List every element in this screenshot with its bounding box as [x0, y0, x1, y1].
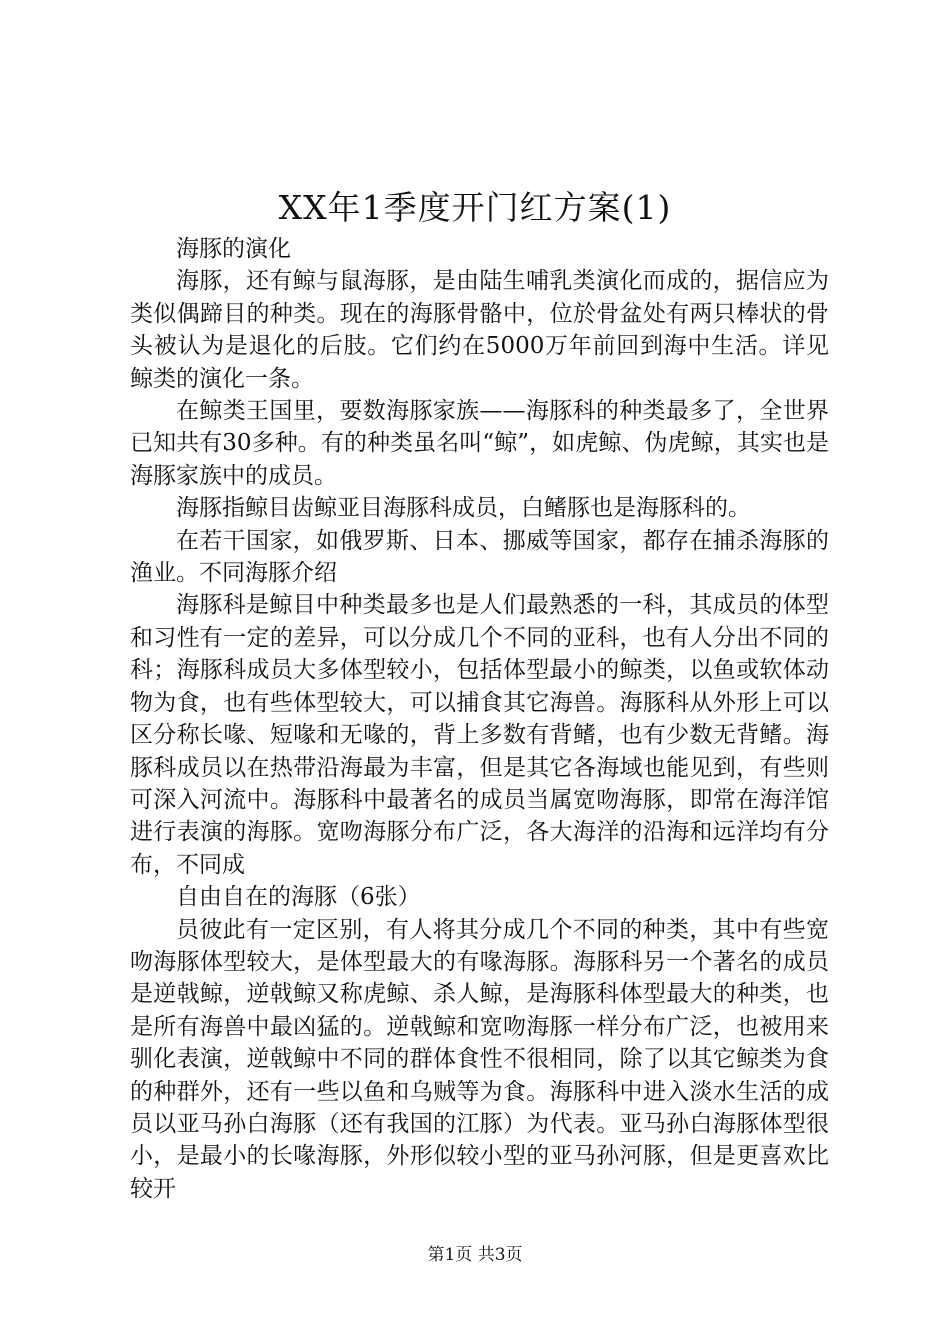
- document-title: XX年1季度开门红方案(1): [278, 188, 672, 227]
- paragraph: 在鲸类王国里，要数海豚家族——海豚科的种类最多了，全世界已知共有30多种。有的种类虽名叫“鲸”，如虎鲸、伪虎鲸，其实也是海豚家族中的成员。: [130, 398, 829, 489]
- paragraph: 在若干国家，如俄罗斯、日本、挪威等国家，都存在捕杀海豚的渔业。不同海豚介绍: [130, 527, 829, 587]
- document-body: [130, 233, 829, 1205]
- paragraph: 员彼此有一定区别，有人将其分成几个不同的种类，其中有些宽吻海豚体型较大，是体型最大的有喙海豚。海豚科另一个著名的成员是逆戟鲸，逆戟鲸又称虎鲸、杀人鲸，是海豚科体型最大的种类，也是所有海兽中最凶猛的。逆戟鲸和宽吻海豚一样分布广泛，也被用来驯化表演，逆戟鲸中不同的群体食性不很相同，除了以其它鲸类为食的种群外，还有一些以鱼和乌贼等为食。海豚科中进入淡水生活的成员以亚马孙白海豚（还有我国的江豚）为代表。亚马孙白海豚体型很小，是最小的长喙海豚，外形似较小型的亚马孙河豚，但是更喜欢比较开: [130, 916, 829, 1202]
- paragraph: 海豚指鲸目齿鲸亚目海豚科成员，白鳍豚也是海豚科的。: [176, 495, 751, 522]
- paragraph-image-caption: 自由自在的海豚（6张）: [176, 884, 421, 911]
- paragraph: 海豚，还有鲸与鼠海豚，是由陆生哺乳类演化而成的，据信应为类似偶蹄目的种类。现在的海豚骨骼中，位於骨盆处有两只棒状的骨头被认为是退化的后肢。它们约在5000万年前回到海中生活。详见鲸类的演化一条。: [130, 268, 829, 392]
- paragraph: 海豚科是鲸目中种类最多也是人们最熟悉的一科，其成员的体型和习性有一定的差异，可以分成几个不同的亚科，也有人分出不同的科；海豚科成员大多体型较小，包括体型最小的鲸类，以鱼或软体动物为食，也有些体型较大，可以捕食其它海兽。海豚科从外形上可以区分称长喙、短喙和无喙的，背上多数有背鳍，也有少数无背鳍。海豚科成员以在热带沿海最为丰富，但是其它各海域也能见到，有些则可深入河流中。海豚科中最著名的成员当属宽吻海豚，即常在海洋馆进行表演的海豚。宽吻海豚分布广泛，各大海洋的沿海和远洋均有分布，不同成: [130, 592, 829, 878]
- page-footer: 第1页 共3页: [427, 1245, 523, 1265]
- paragraph-heading-evolution: 海豚的演化: [176, 236, 291, 262]
